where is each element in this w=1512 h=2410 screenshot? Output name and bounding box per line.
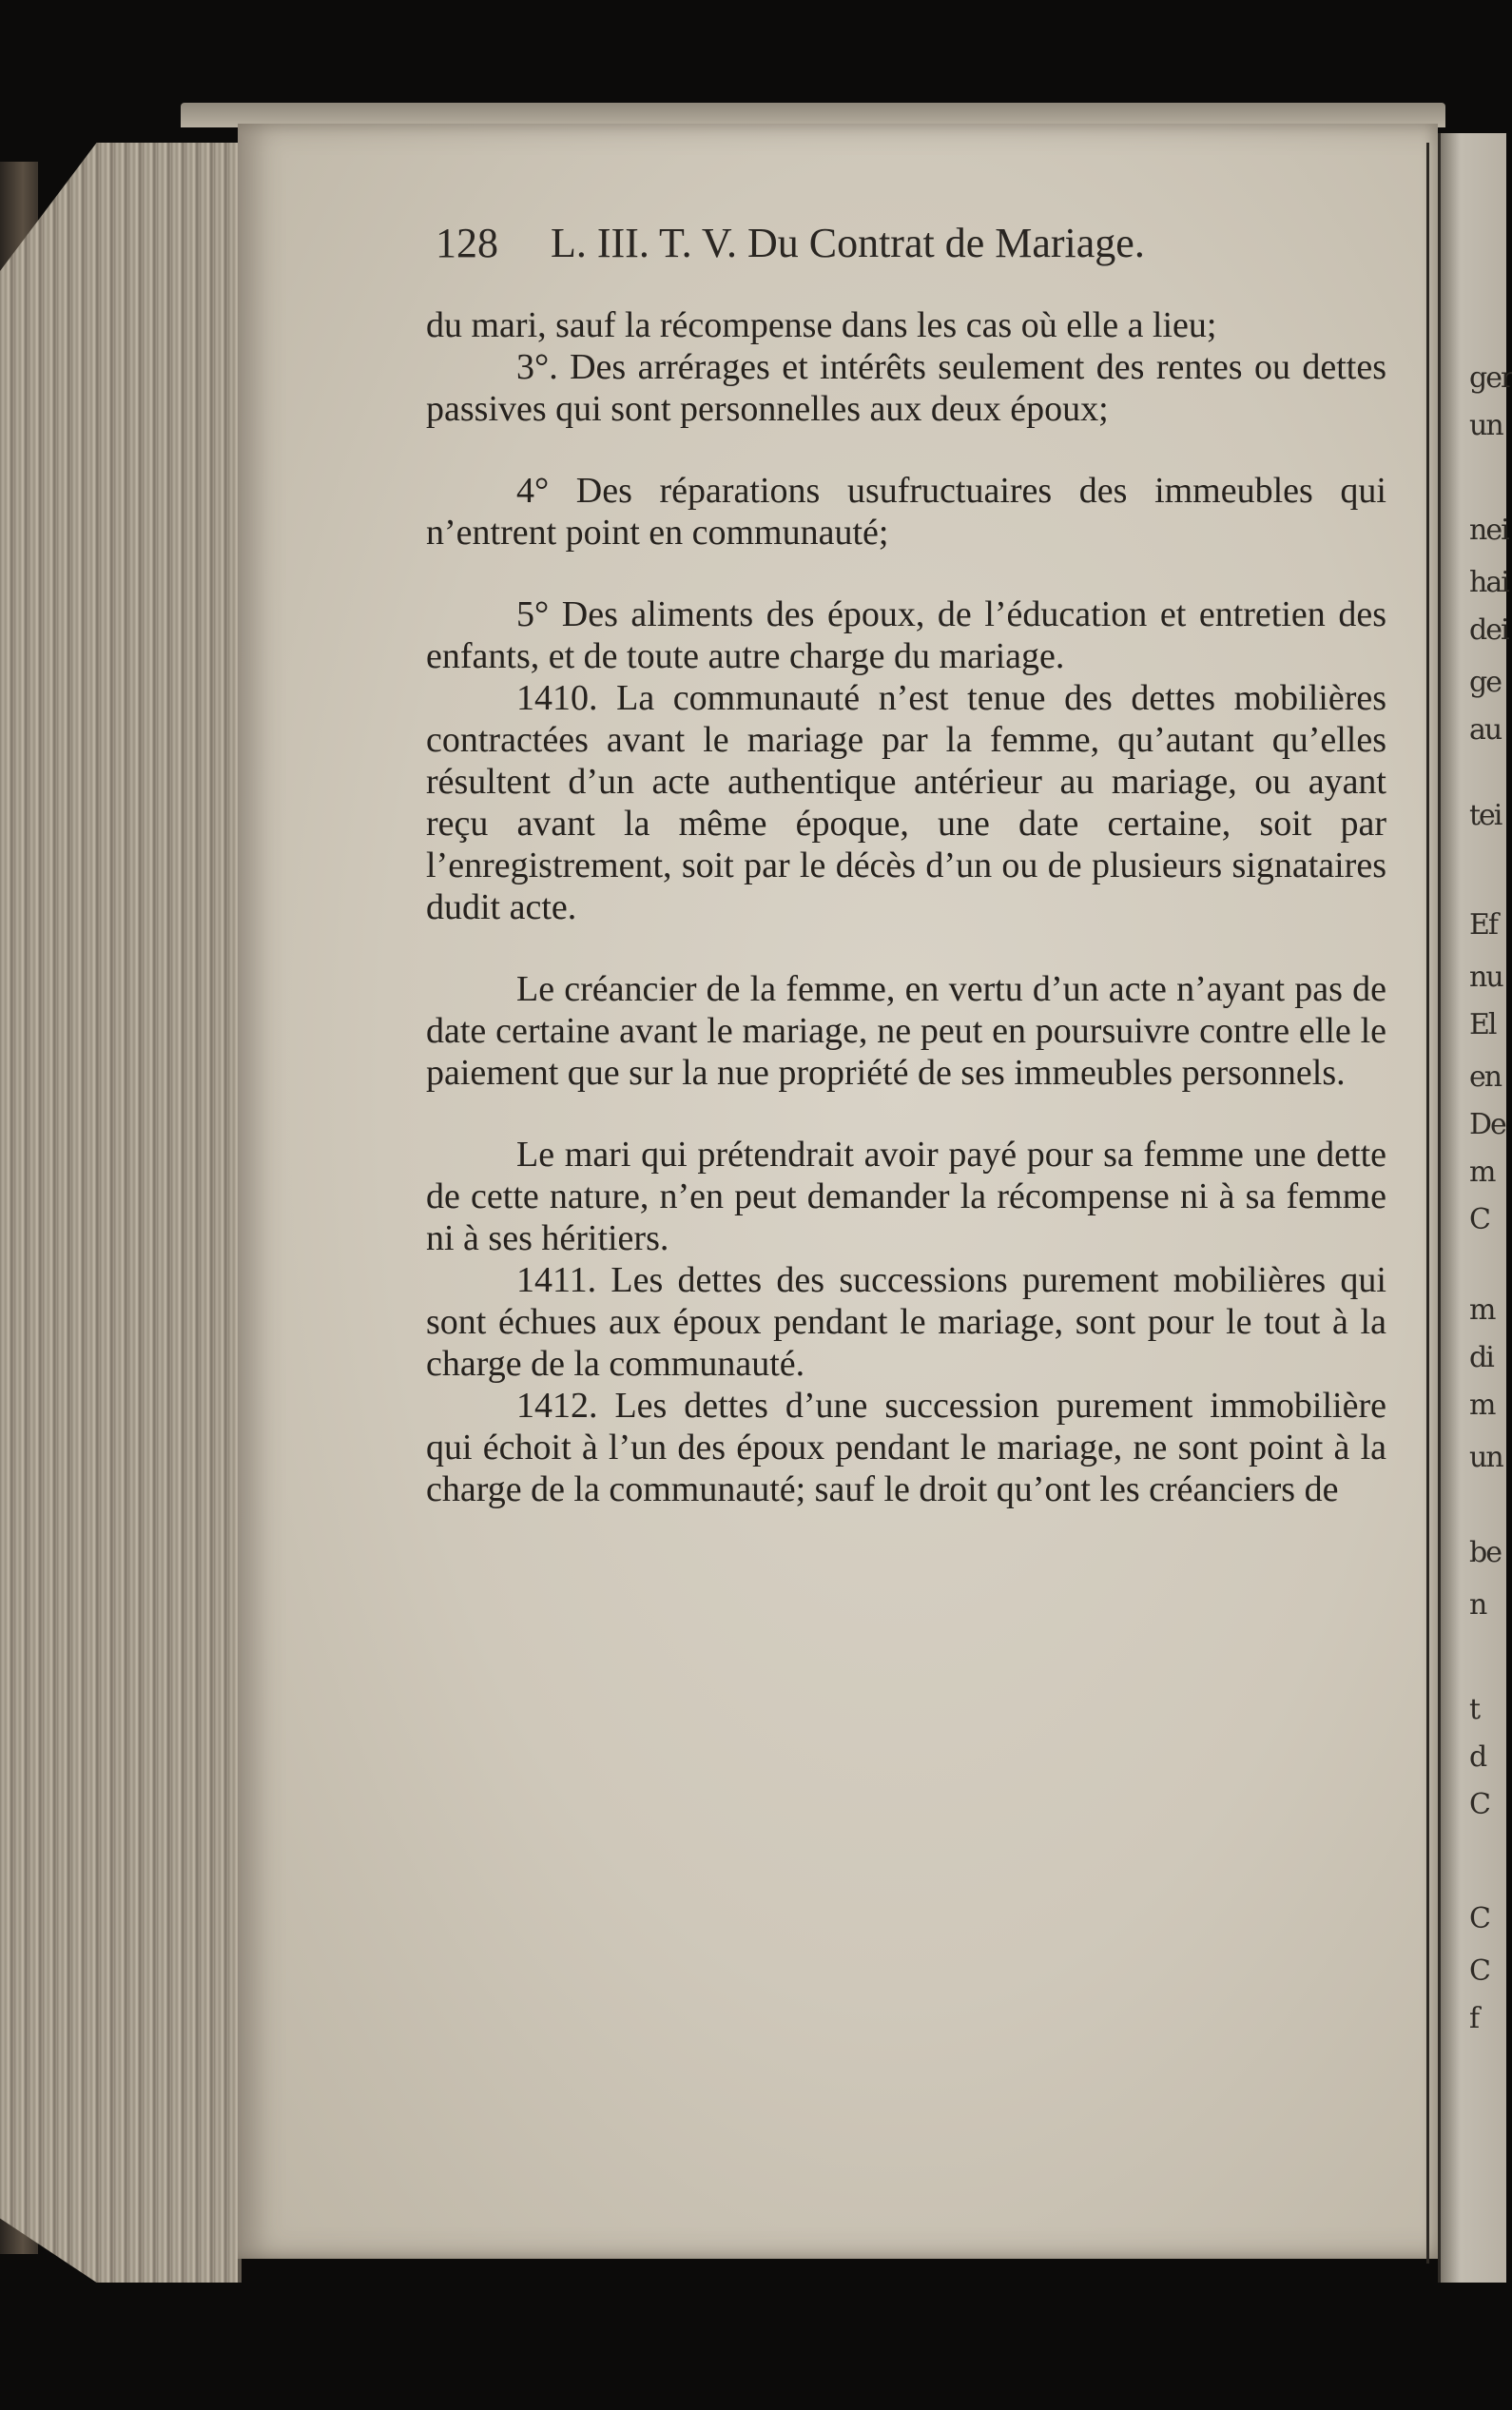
paragraph: 3°. Des arrérages et intérêts seulement des rentes ou dettes passives qui sont personnelles aux deux époux; <box>426 347 1386 429</box>
fragment: d <box>1469 1740 1486 1774</box>
fragment: hai <box>1469 566 1508 599</box>
fragment: un <box>1469 1441 1502 1474</box>
fragment: un <box>1469 409 1502 442</box>
fragment: tei <box>1469 799 1502 832</box>
header-title: L. III. T. V. Du Contrat de Mariage. <box>551 220 1145 266</box>
fragment: f <box>1469 2002 1479 2035</box>
fragment: Ef <box>1469 908 1498 942</box>
fragment: di <box>1469 1341 1493 1374</box>
fragment: dei <box>1469 613 1508 647</box>
fragment: m <box>1469 1293 1495 1327</box>
fragment: El <box>1469 1008 1496 1041</box>
fragment: nu <box>1469 961 1502 994</box>
fragment: ge <box>1469 666 1501 699</box>
article-1410: 1410. La communauté n’est tenue des dettes mobilières contractées avant le mariage par la femme, qu’autant qu’elles résultent d’un acte authentique antérieur au mariage, ou ayant reçu avant la même époque, une date certaine, soit par l’enregistrement, soit par le décès d’un ou de plusieurs signataires dudit acte. <box>426 678 1386 927</box>
fragment: C <box>1469 1902 1489 1935</box>
adjacent-page <box>1438 133 1512 2283</box>
fragment: n <box>1469 1588 1486 1622</box>
fragment: nei <box>1469 514 1508 547</box>
fragment: C <box>1469 1788 1489 1821</box>
page-edges <box>0 143 242 2283</box>
fragment: C <box>1469 1203 1489 1236</box>
fragment: be <box>1469 1536 1501 1569</box>
paragraph: 5° Des aliments des époux, de l’éducation et entretien des enfants, et de toute autre charge du mariage. <box>426 594 1386 676</box>
fragment: en <box>1469 1060 1502 1094</box>
fragment: au <box>1469 713 1502 747</box>
page-body <box>426 304 1386 1510</box>
fragment: C <box>1469 1954 1489 1988</box>
paragraph: du mari, sauf la récompense dans les cas où elle a lieu; <box>426 305 1217 345</box>
fragment: ger <box>1469 361 1512 395</box>
fragment: m <box>1469 1389 1495 1422</box>
fragment: m <box>1469 1156 1495 1189</box>
paragraph: 4° Des réparations usufructuaires des immeubles qui n’entrent point en communauté; <box>426 471 1386 553</box>
fragment: De <box>1469 1108 1505 1141</box>
page-gutter-rule <box>1426 143 1429 2264</box>
paragraph: Le créancier de la femme, en vertu d’un acte n’ayant pas de date certaine avant le mariage, ne peut en poursuivre contre elle le paiement que sur la nue propriété de ses immeubles personnels. <box>426 969 1386 1093</box>
article-1412: 1412. Les dettes d’une succession purement immobilière qui échoit à l’un des époux pendant le mariage, ne sont point à la charge de la communauté; sauf le droit qu’ont les créanciers de <box>426 1386 1386 1509</box>
running-header <box>436 219 1291 267</box>
page-number: 128 <box>436 220 498 266</box>
fragment: t <box>1469 1693 1480 1726</box>
paragraph: Le mari qui prétendrait avoir payé pour sa femme une dette de cette nature, n’en peut demander la récompense ni à sa femme ni à ses héritiers. <box>426 1135 1386 1258</box>
article-1411: 1411. Les dettes des successions purement mobilières qui sont échues aux époux pendant le mariage, sont pour le tout à la charge de la communauté. <box>426 1260 1386 1384</box>
